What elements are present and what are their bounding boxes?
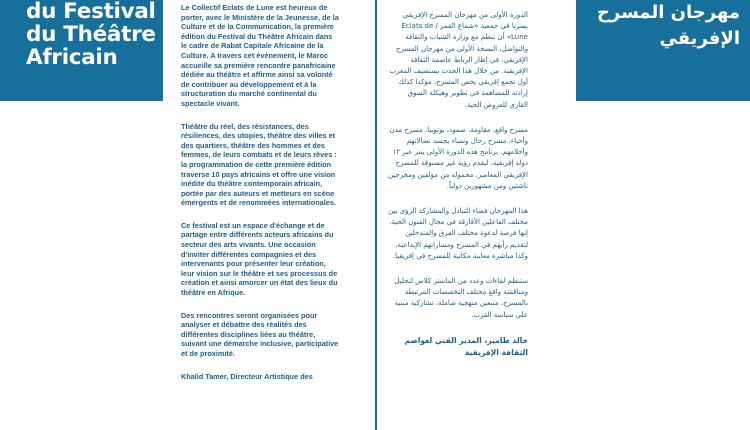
arabic-title-line-1: مهرجان المسرح bbox=[596, 2, 740, 23]
arabic-paragraph-2: مسرح واقع، مقاومة، صمود، يوتوبيا، مسرح مدن وأحياء، مسرح رجال ونساء يجسد نضالاتهم وأحلامهم. برنامج هذه الدورة الأولى يمر عبر ١٢ دولة إفريقية، ليقدم رؤية غير مسبوقة للمسرح الإفريقي المعاصر، محمولة من مؤلفين ومخرجين ناشئين ومن مشهورين دولياً. bbox=[388, 125, 528, 190]
french-title-line-2: du Théâtre bbox=[26, 22, 156, 47]
french-paragraph-4: Des rencontres seront organisées pour analyser et débattre des réalités des différentes disciplines liées au théâtre, suivant une démarche inclusive, participative et de proximité. bbox=[181, 310, 339, 358]
french-title bbox=[26, 0, 166, 69]
arabic-title-line-2: الإفريقي bbox=[659, 28, 740, 49]
french-signature: Khalid Tamer, Directeur Artistique des bbox=[181, 371, 313, 381]
arabic-paragraph-3: هذا المهرجان فضاء للتبادل والمشاركة الرؤى بين مختلف الفاعلين الأفارقة في مجال الفنون الحية. إنها فرصة لدعوة مختلف الفرق والمتدخلين لتقديم رأيهم في المسرح ومساراتهم الإبداعية، وكذا مباشرة معاينة مكانية للمسرح في إفريقيا. bbox=[388, 207, 528, 260]
french-paragraph-2: Théâtre du réel, des résistances, des résiliences, des utopies, théâtre des villes et des quartiers, théâtre des hommes et des femmes, de leurs combats et de leurs rêves : la programmation de cette première édition traverse 10 pays africains et offre une vision inédite du théâtre contemporain africain, portée par des auteurs et metteurs en scène émergents et de renommées internationales. bbox=[181, 121, 337, 208]
french-text-column bbox=[181, 0, 339, 381]
arabic-signature: خالد طامير، المدير الفني لعواصم الثقافة الإفريقية bbox=[404, 335, 528, 357]
column-divider bbox=[375, 0, 377, 430]
french-title-line-1: du Festival bbox=[26, 0, 156, 24]
arabic-title bbox=[590, 0, 740, 52]
arabic-paragraph-4: ستنظم لقاءات وعدد من الماستر كلاس لتحليل ومناقشة واقع مختلف التخصصات المرتبطة بالمسرح، متبعين منهجية شاملة، تشاركية مبنية على سياسة القرب. bbox=[394, 277, 528, 319]
arabic-text-column bbox=[388, 0, 528, 373]
arabic-paragraph-1: الدورة الأولى من مهرجان المسرح الإفريقي يسرنا في جمعية «شماع القمر / Eclats de Lune» أن ننظم مع وزارة الشباب والثقافة والتواصل، النسخة الأولى من مهرجان المسرح الإفريقي، في إطار الرباط عاصمة الثقافة الإفريقية. من خلال هذا الحدث يستضيف المغرب أول تجمع إفريقي يخص المسرح، مؤكدا كذلك إرادته للمساهمة في تطوير وهيكلة السوق القاري للعروض الحية. bbox=[389, 11, 528, 109]
french-paragraph-1: Le Collectif Eclats de Lune est heureux de porter, avec le Ministère de la Jeunesse, de la Culture et de la Communication, la première édition du Festival du Théâtre Africain dans le cadre de Rabat Capitale Africaine de la Culture. A travers cet événement, le Maroc accueille sa première rencontre panafricaine dédiée au théâtre et affirme ainsi sa volonté de contribuer au développement et à la structuration du marché continental du spectacle vivant. bbox=[181, 3, 339, 108]
french-paragraph-3: Ce festival est un espace d'échange et de partage entre différents acteurs africains du secteur des arts vivants. Une occasion d'inviter différentes compagnies et des intervenants pour présenter leur création, leur vision sur le théâtre et ses processus de création et ainsi amorcer un état des lieux du théâtre en Afrique. bbox=[181, 220, 338, 298]
french-title-line-3: Africain bbox=[26, 45, 118, 70]
